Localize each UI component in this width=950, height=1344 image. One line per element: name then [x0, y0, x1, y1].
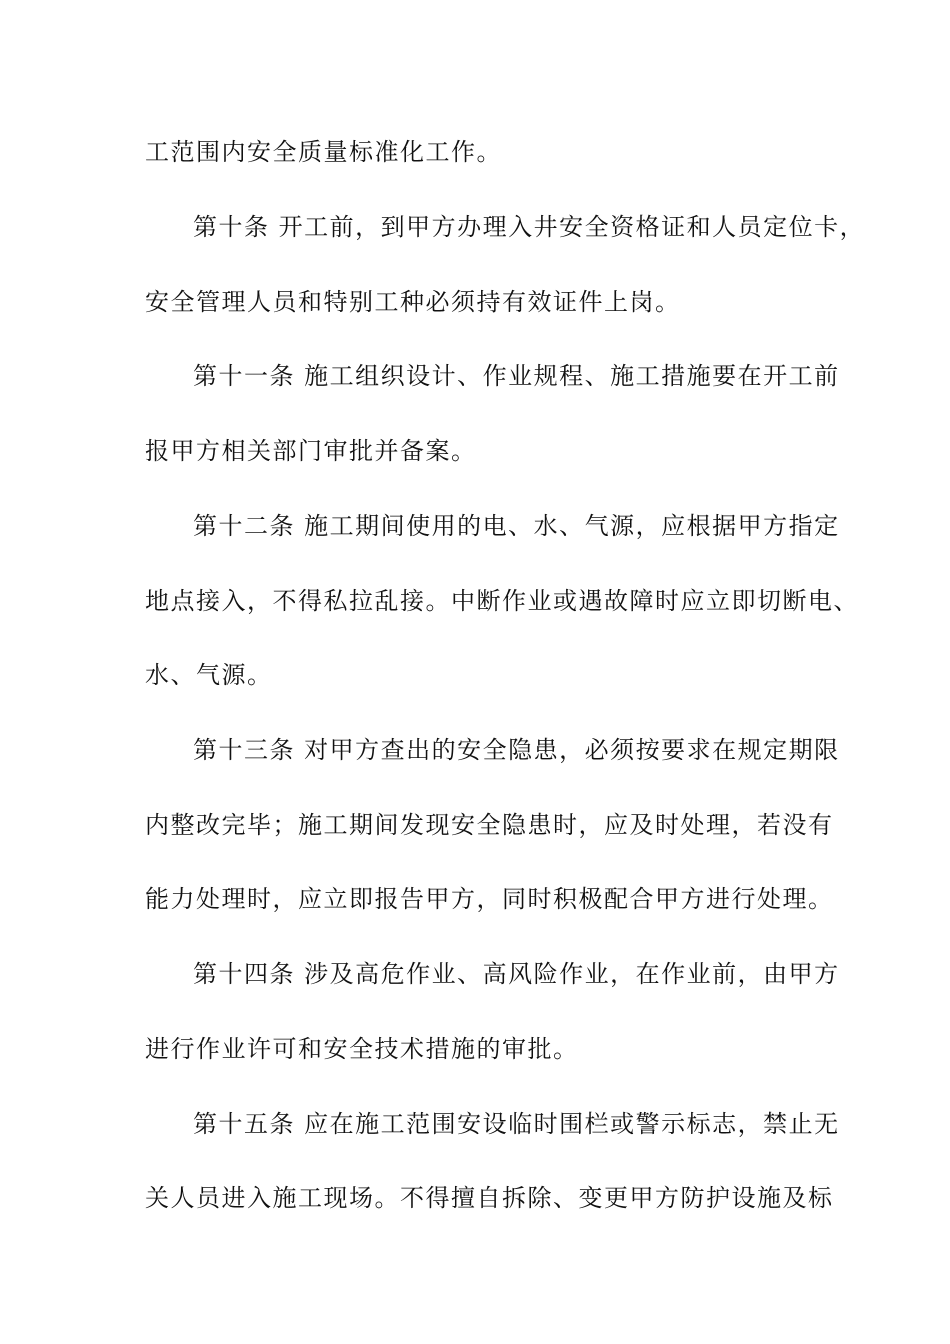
text-line: 关人员进入施工现场。不得擅自拆除、变更甲方防护设施及标 — [145, 1184, 834, 1212]
text-line: 地点接入，不得私拉乱接。中断作业或遇故障时应立即切断电、 — [145, 587, 859, 615]
article-14-heading-line: 第十四条 涉及高危作业、高风险作业，在作业前，由甲方 — [193, 960, 840, 988]
article-11-heading-line: 第十一条 施工组织设计、作业规程、施工措施要在开工前 — [193, 362, 840, 390]
article-13-heading-line: 第十三条 对甲方查出的安全隐患，必须按要求在规定期限 — [193, 736, 840, 764]
text-line: 能力处理时，应立即报告甲方，同时积极配合甲方进行处理。 — [145, 885, 834, 913]
text-line: 报甲方相关部门审批并备案。 — [145, 437, 477, 465]
text-line: 进行作业许可和安全技术措施的审批。 — [145, 1035, 579, 1063]
article-12-heading-line: 第十二条 施工期间使用的电、水、气源，应根据甲方指定 — [193, 512, 840, 540]
article-15-heading-line: 第十五条 应在施工范围安设临时围栏或警示标志，禁止无 — [193, 1110, 840, 1138]
article-10-heading-line: 第十条 开工前，到甲方办理入井安全资格证和人员定位卡， — [193, 213, 866, 241]
text-line: 内整改完毕；施工期间发现安全隐患时，应及时处理，若没有 — [145, 811, 834, 839]
text-line: 水、气源。 — [145, 661, 273, 689]
text-line: 工范围内安全质量标准化工作。 — [145, 138, 502, 166]
text-line: 安全管理人员和特别工种必须持有效证件上岗。 — [145, 288, 681, 316]
